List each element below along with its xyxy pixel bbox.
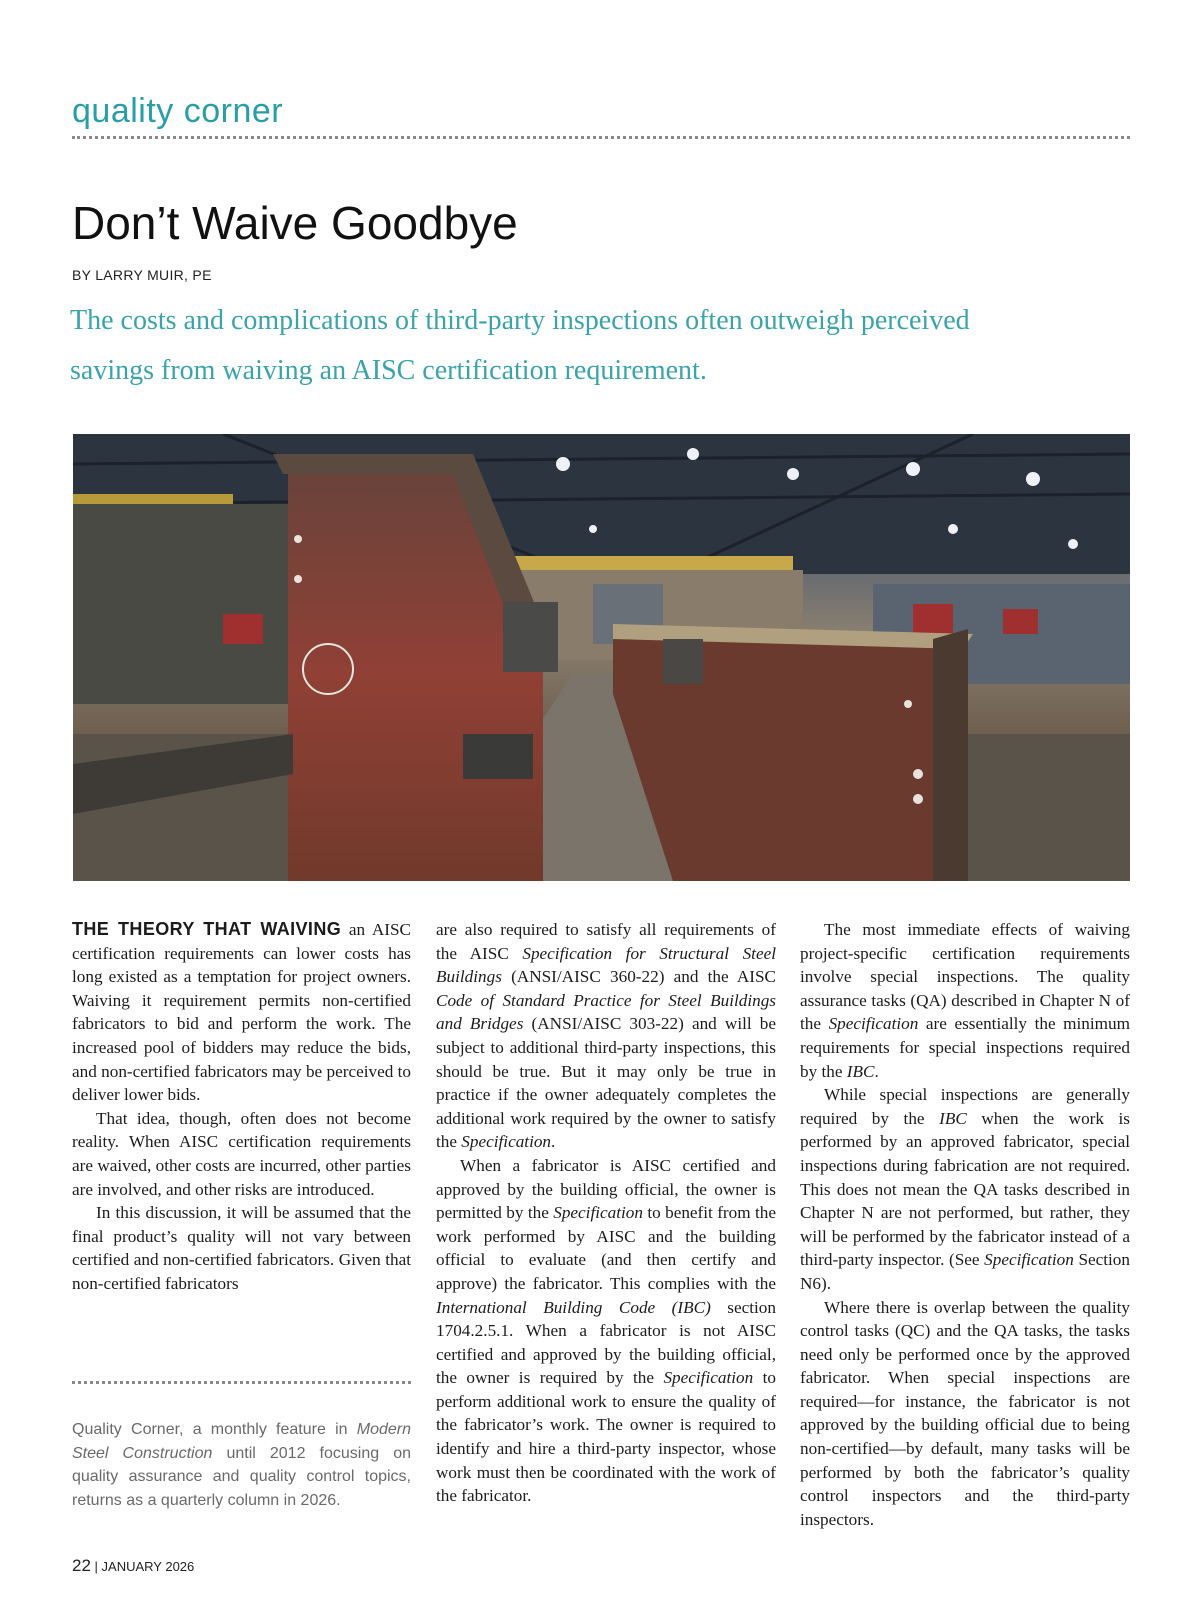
article-column-3 <box>800 918 1130 1531</box>
lead-in: THE THEORY THAT WAIVING <box>72 919 342 939</box>
paragraph: Where there is overlap between the quality control tasks (QC) and the QA tasks, the tasks need only be performed once by the approved fabricator. When special inspections are required—for instance, the fabricator is not approved by the building official due to being non-certified—by default, many tasks will be performed by both the fabricator’s quality control inspectors and the third-party inspectors. <box>800 1297 1130 1529</box>
paragraph: When a fabricator is AISC certified and approved by the building official, the owner is permitted by the Specification to benefit from the work performed by AISC and the building official to evaluate (and then certify and approve) the fabricator. This complies with the International Building Code (IBC) section 1704.2.5.1. When a fabricator is not AISC certified and approved by the building official, the owner is required by the Specification to perform additional work to ensure the quality of the fabricator’s work. The owner is required to identify and hire a third-party inspector, whose work must then be coordinated with the work of the fabricator. <box>436 1155 776 1506</box>
page-title: Don’t Waive Goodbye <box>72 197 518 249</box>
paragraph: While special inspections are generally required by the IBC when the work is performed by an approved fabricator, special inspections during fabrication are not required. This does not mean the QA tasks described in Chapter N are not performed, but rather, they will be performed by the fabricator instead of a third-party inspector. (See Specification Section N6). <box>800 1085 1130 1293</box>
steel-beam-photo <box>73 434 1130 881</box>
steel-beam-illustration <box>73 434 1130 881</box>
sidebar-divider <box>72 1381 411 1384</box>
deck-subtitle: The costs and complications of third-party inspections often outweigh perceived savings from waiving an AISC certification requirement. <box>70 305 970 386</box>
paragraph: The most immediate effects of waiving project-specific certification requirements involve special inspections. The quality assurance tasks (QA) described in Chapter N of the Specification are essentially the minimum requirements for special inspections required by the IBC. <box>800 920 1130 1081</box>
paragraph: In this discussion, it will be assumed that the final product’s quality will not vary between certified and non-certified fabricators. Given that non-certified fabricators <box>72 1203 411 1293</box>
byline: BY LARRY MUIR, PE <box>72 267 212 283</box>
page-footer: 22 | JANUARY 2026 <box>72 1556 195 1575</box>
paragraph: THE THEORY THAT WAIVING an AISC certification requirements can lower costs has long existed as a temptation for project owners. Waiving it requirement permits non-certified fabricators to bid and perform the work. The increased pool of bidders may reduce the bids, and non-certified fabricators may be perceived to deliver lower bids. <box>72 919 412 1105</box>
paragraph: That idea, though, often does not become reality. When AISC certification requirements are waived, other costs are incurred, other parties are involved, and other risks are introduced. <box>72 1108 411 1199</box>
article-column-2 <box>436 918 776 1508</box>
article-column-1 <box>72 918 411 1296</box>
section-divider <box>72 136 1130 139</box>
page-number: 22 <box>72 1556 91 1575</box>
sidebar-note: Quality Corner, a monthly feature in Modern Steel Construction until 2012 focusing on quality assurance and quality control topics, returns as a quarterly column in 2026. <box>72 1421 412 1509</box>
section-label: quality corner <box>72 92 284 130</box>
issue-date: JANUARY 2026 <box>101 1559 195 1574</box>
paragraph: are also required to satisfy all requirements of the AISC Specification for Structural Steel Buildings (ANSI/AISC 360-22) and the AISC Code of Standard Practice for Steel Buildings and Bridges (ANSI/AISC 303-22) and will be subject to additional third-party inspections, this should be true. But it may only be true in practice if the owner adequately completes the additional work required by the owner to satisfy the Specification. <box>436 920 776 1152</box>
